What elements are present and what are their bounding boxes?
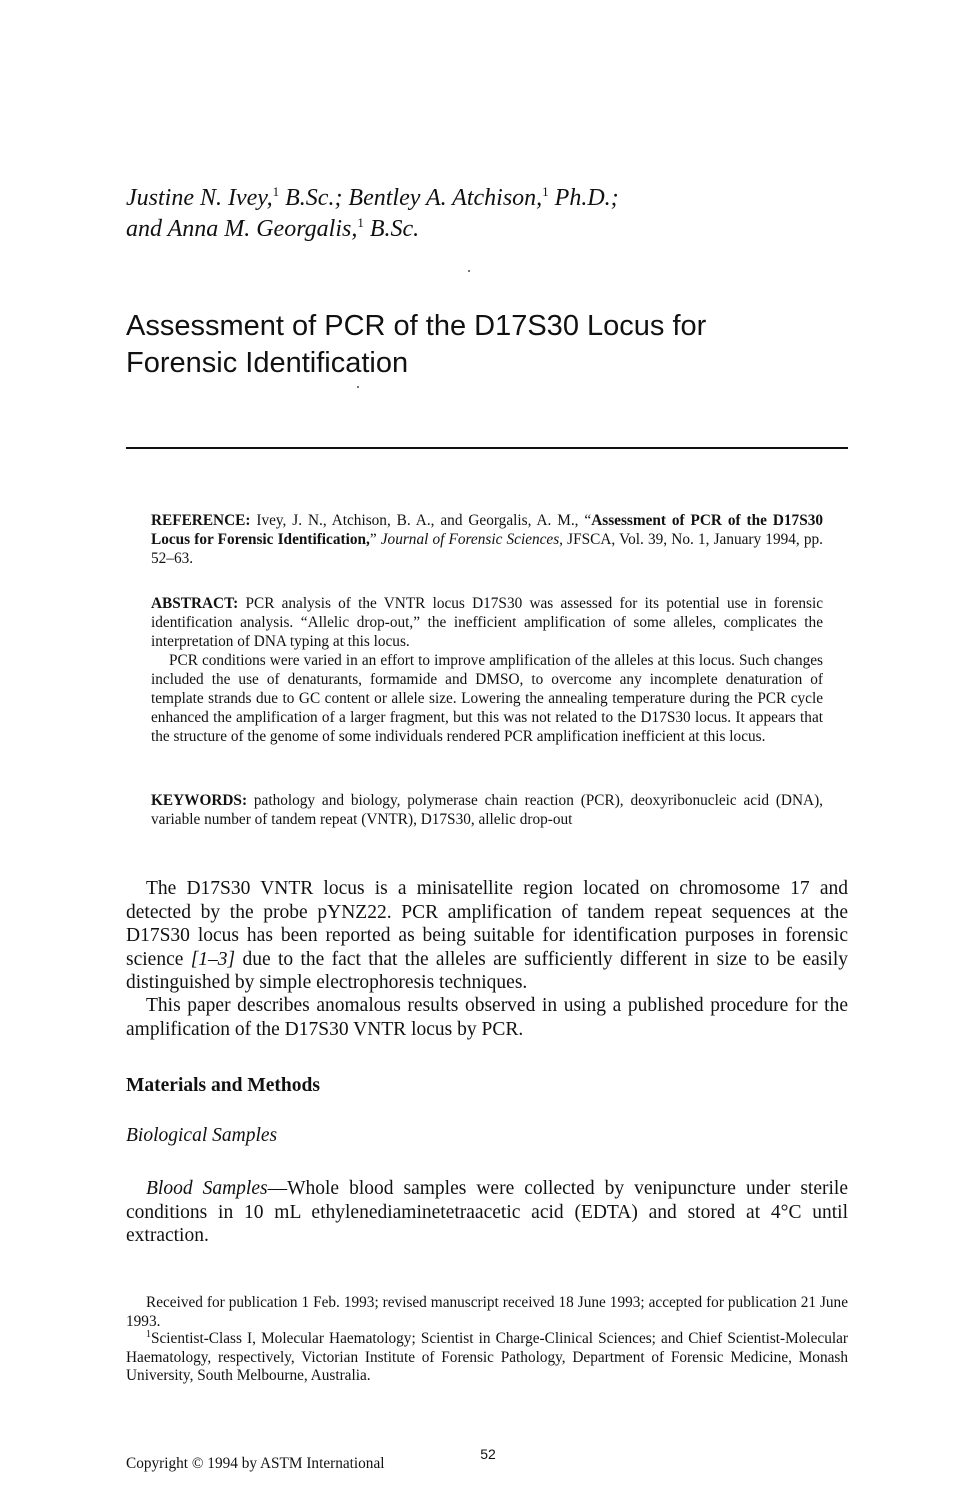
keywords-block: KEYWORDS: pathology and biology, polymerase chain reaction (PCR), deoxyribonucleic acid (DNA), variable number of tandem repeat (VNTR), D17S30, allelic drop-out — [151, 792, 823, 828]
affiliation-marker: 1 — [272, 184, 280, 199]
abstract-para-1: ABSTRACT: PCR analysis of the VNTR locus D17S30 was assessed for its potential use in forensic identification analysis. “Allelic drop-out,” the inefficient amplification of some alleles, complicates the interpretation of DNA typing at this locus. — [151, 595, 823, 650]
abstract-label: ABSTRACT: — [151, 595, 239, 612]
footnote-affiliation: $^1$Scientist-Class I, Molecular Haematology; Scientist in Charge-Clinical Sciences; and Chief Scientist-Molecular Haematology, respectively, Victorian Institute of Forensic Pathology, Department of Forensic Medicine, Monash University, South Melbourne, Australia. — [126, 1328, 848, 1384]
speck — [468, 270, 470, 272]
abstract-block — [151, 594, 823, 746]
title-line-1: Assessment of PCR of the D17S30 Locus for — [126, 310, 707, 342]
author-line-1: Justine N. Ivey,$^1$ B.Sc.; Bentley A. Atchison,$^1$ Ph.D.; — [126, 184, 619, 211]
author-list — [126, 183, 846, 245]
paper-title — [126, 308, 846, 382]
author-line-2: and Anna M. Georgalis,$^1$ B.Sc. — [126, 215, 420, 242]
page-number: 52 — [480, 1446, 496, 1462]
reference-title: Assessment of PCR of the D17S30 Locus for Forensic Identification, — [151, 512, 823, 548]
reference-block: REFERENCE: Ivey, J. N., Atchison, B. A., and Georgalis, A. M., “Assessment of PCR of the D17S30 Locus for Forensic Identification,” Journal of Forensic Sciences, JFSCA, Vol. 39, No. 1, January 1994, pp. 52–63. — [151, 512, 823, 567]
subsection-heading: Biological Samples — [126, 1125, 278, 1146]
abstract-para-2: PCR conditions were varied in an effort to improve amplification of the alleles at this locus. Such changes included the use of denaturants, formamide and DMSO, to overcome any incomplete denaturation of template strands due to GC content or allele size. Lowering the annealing temperature during the PCR cycle enhanced the amplification of a larger fragment, but this was not related to the D17S30 locus. It appears that the structure of the genome of some individuals rendered PCR amplification inefficient at this locus. — [151, 652, 823, 745]
citation: [1–3] — [190, 948, 236, 970]
run-in-heading: Blood Samples — [146, 1178, 268, 1199]
affiliation-marker: 1 — [542, 184, 549, 199]
section-heading: Materials and Methods — [126, 1075, 320, 1096]
blood-samples-paragraph: Blood Samples—Whole blood samples were collected by venipuncture under sterile conditions in 10 mL ethylenediaminetetraacetic acid (EDTA) and stored at 4°C until extraction. — [126, 1178, 848, 1246]
keywords-label: KEYWORDS: — [151, 792, 248, 809]
reference-label: REFERENCE: — [151, 512, 251, 529]
affiliation-marker: 1 — [357, 215, 364, 230]
title-line-2: Forensic Identification — [126, 347, 409, 379]
intro-paragraph-1: The D17S30 VNTR locus is a minisatellite region located on chromosome 17 and detected by the probe pYNZ22. PCR amplification of tandem repeat sequences at the D17S30 locus has been reported as being suitable for identification purposes in forensic science [1–3] due to the fact that the alleles are sufficiently different in size to be easily distinguished by simple electrophoresis techniques. — [126, 878, 848, 993]
intro-paragraph-2: This paper describes anomalous results observed in using a published procedure for the amplification of the D17S30 VNTR locus by PCR. — [126, 995, 848, 1040]
copyright-notice: Copyright © 1994 by ASTM International — [126, 1455, 385, 1472]
title-divider — [126, 447, 848, 449]
speck — [357, 386, 359, 388]
footnote-received: Received for publication 1 Feb. 1993; revised manuscript received 18 June 1993; accepted for publication 21 June 1993. — [126, 1294, 848, 1330]
journal-name: Journal of Forensic Sciences, — [380, 531, 563, 548]
footnote-marker: 1 — [146, 1328, 151, 1340]
